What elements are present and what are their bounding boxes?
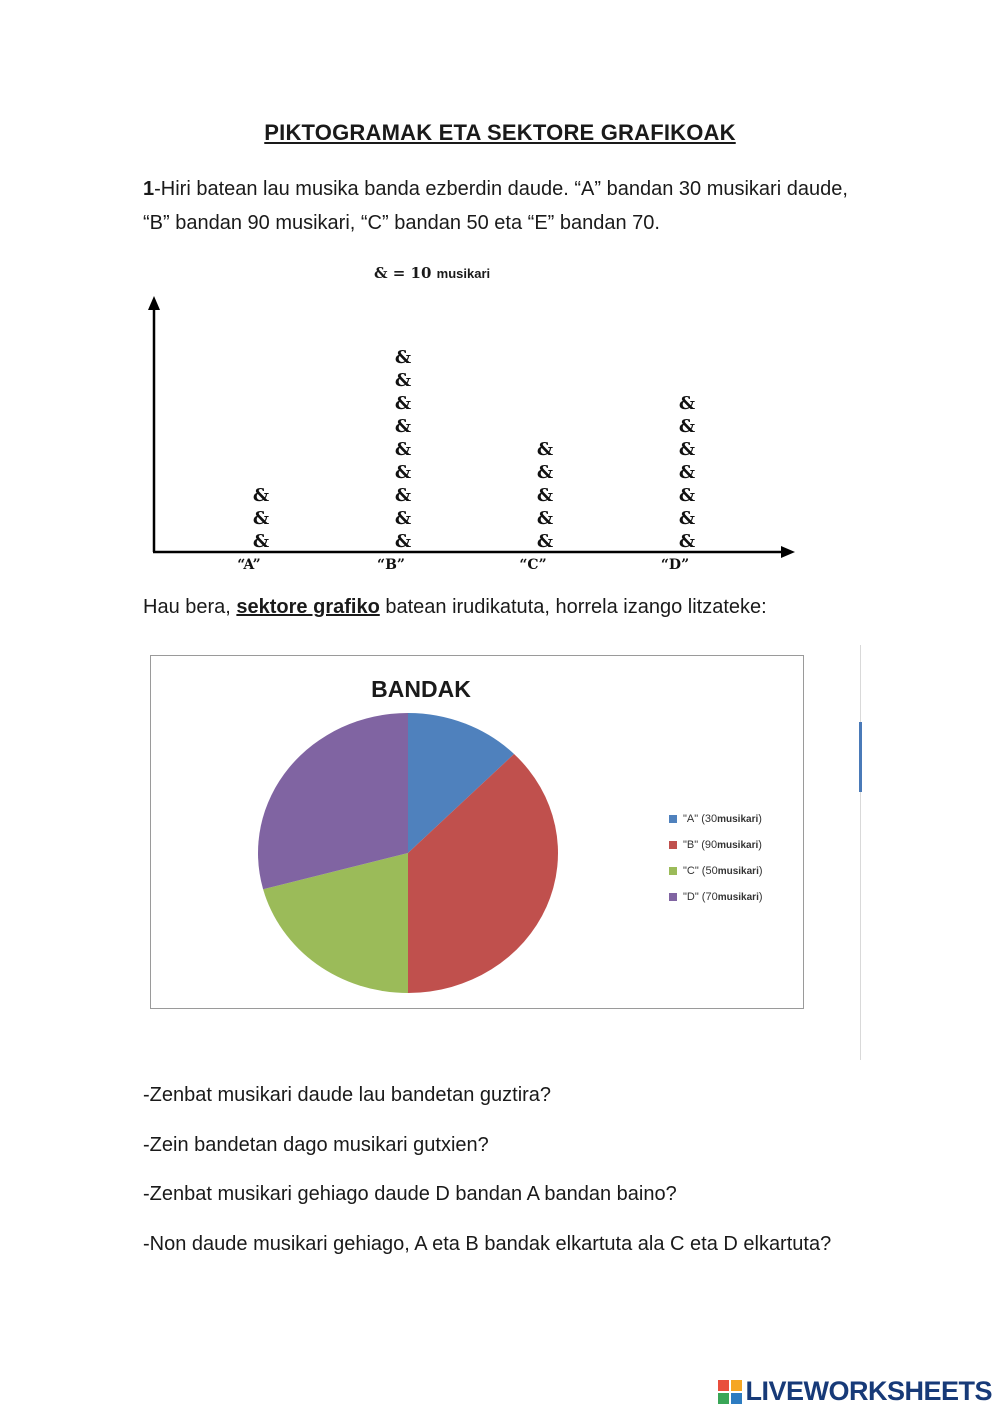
pictogram-category-label: “D” — [660, 557, 690, 573]
legend-suffix: ) — [758, 839, 762, 851]
pictogram-symbol: & — [252, 485, 270, 506]
legend-unit: musikari — [717, 891, 759, 903]
pictogram-symbol: & — [536, 439, 554, 460]
brand-name: LIVEWORKSHEETS — [745, 1376, 992, 1406]
page-title: PIKTOGRAMAK ETA SEKTORE GRAFIKOAK — [264, 120, 736, 145]
legend-item — [669, 884, 763, 910]
pie-intro-before: Hau bera, — [143, 596, 237, 618]
pictogram-category-label: “A” — [237, 557, 261, 573]
pictogram-symbol: & — [394, 439, 412, 460]
pie-chart — [151, 656, 691, 1008]
logo-square — [718, 1380, 729, 1391]
question-fewest: -Zein bandetan dago musikari gutxien? — [143, 1134, 489, 1156]
legend-label: "C" (50 — [683, 865, 718, 877]
pictogram-symbol: & — [394, 485, 412, 506]
x-axis-arrow — [781, 546, 795, 558]
legend-label: "B" (90 — [683, 839, 718, 851]
pictogram-symbol: & — [394, 416, 412, 437]
legend-label: "D" (70 — [683, 891, 718, 903]
pictogram-symbol: & — [394, 393, 412, 414]
pictogram-symbol: & — [678, 393, 696, 414]
intro-text: -Hiri batean lau musika banda ezberdin daude. “A” bandan 30 musikari daude, “B” bandan 90 musikari, “C” bandan 50 eta “E” bandan 70. — [143, 178, 848, 234]
legend-item — [669, 858, 763, 884]
pictogram-symbol: & — [394, 347, 412, 368]
pie-intro — [143, 596, 767, 619]
pictogram-symbol: & — [678, 416, 696, 437]
legend-swatch — [669, 841, 677, 849]
pictogram-symbol: & — [536, 485, 554, 506]
pictogram-symbol: & — [678, 485, 696, 506]
pictogram-symbol: & — [394, 462, 412, 483]
pictogram-symbol: & — [394, 508, 412, 529]
legend-suffix: ) — [758, 865, 763, 877]
side-marker — [859, 722, 862, 792]
pictogram-symbol: & — [536, 508, 554, 529]
legend-unit: musikari — [717, 865, 759, 877]
question-difference: -Zenbat musikari gehiago daude D bandan A bandan baino? — [143, 1183, 677, 1205]
legend-unit: musikari — [717, 839, 759, 851]
question-compare: -Non daude musikari gehiago, A eta B bandak elkartuta ala C eta D elkartuta? — [143, 1233, 832, 1255]
legend-item — [669, 806, 763, 832]
pie-intro-after: batean irudikatuta, horrela izango litzateke: — [379, 596, 767, 618]
pie-legend — [669, 806, 763, 910]
intro-paragraph — [143, 172, 863, 240]
logo-square — [731, 1393, 742, 1404]
pictogram-symbol: & — [252, 508, 270, 529]
legend-swatch — [669, 893, 677, 901]
pictogram-symbol: & — [678, 462, 696, 483]
legend-item — [669, 832, 763, 858]
legend-suffix: ) — [758, 891, 763, 903]
y-axis-arrow — [148, 296, 160, 310]
pictogram-symbol: & — [252, 531, 270, 552]
pictogram-symbol: & — [536, 462, 554, 483]
pictogram-key-symbol: & = 10 — [374, 264, 432, 282]
side-divider — [860, 645, 861, 1060]
logo-square — [718, 1393, 729, 1404]
pictogram-symbol: & — [678, 439, 696, 460]
exercise-number: 1 — [143, 178, 155, 200]
liveworksheets-brand — [718, 1376, 992, 1407]
legend-label: "A" (30 — [683, 813, 718, 825]
pictogram-symbol: & — [678, 508, 696, 529]
legend-unit: musikari — [717, 813, 759, 825]
pictogram-symbol: & — [536, 531, 554, 552]
pictogram-symbol: & — [678, 531, 696, 552]
pie-intro-emphasis: sektore grafiko — [236, 596, 380, 618]
pictogram-category-label: “C” — [519, 557, 547, 573]
pictogram-symbol: & — [394, 531, 412, 552]
pie-chart-title: BANDAK — [371, 676, 471, 702]
pictogram-category-label: “B” — [377, 557, 405, 573]
legend-swatch — [669, 867, 677, 875]
liveworksheets-logo-icon — [718, 1380, 742, 1404]
question-total: -Zenbat musikari daude lau bandetan guztira? — [143, 1084, 552, 1106]
pictogram-key-unit: musikari — [436, 266, 491, 281]
pictogram-symbol: & — [394, 370, 412, 391]
logo-square — [731, 1380, 742, 1391]
legend-suffix: ) — [758, 813, 762, 825]
legend-swatch — [669, 815, 677, 823]
pie-chart-frame — [150, 655, 804, 1009]
pictogram-chart — [140, 290, 810, 580]
pictogram-key — [374, 264, 490, 282]
